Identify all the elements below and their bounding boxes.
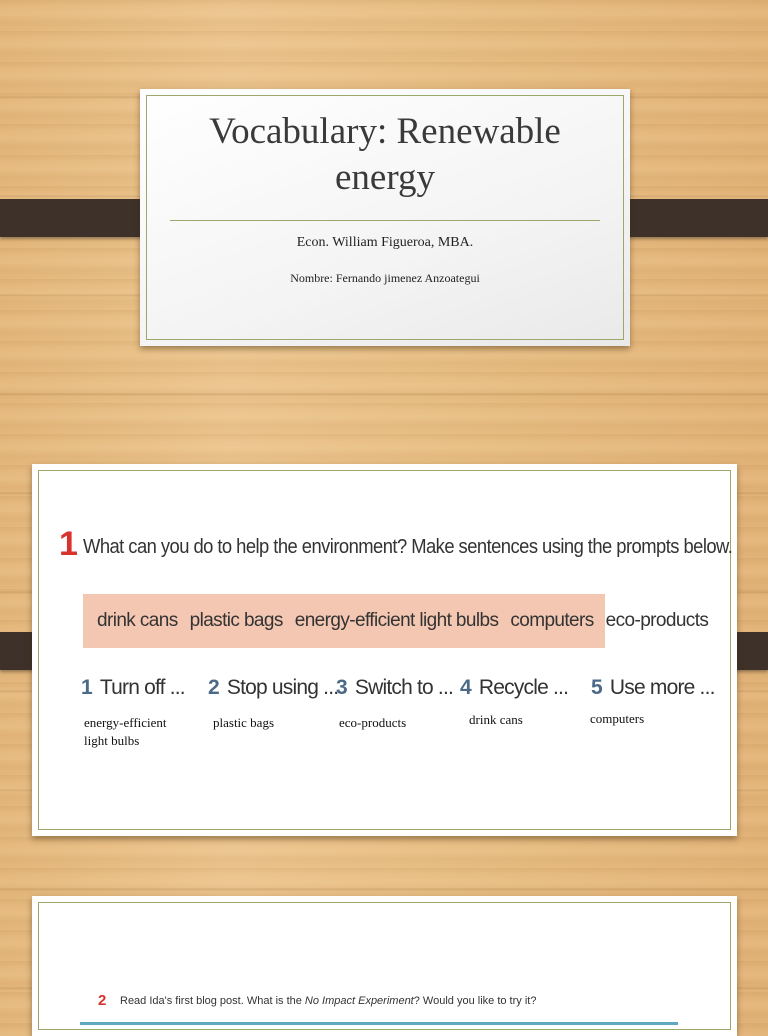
question-number: 1 <box>59 525 78 563</box>
answer-4[interactable] <box>469 711 523 729</box>
answer-3[interactable] <box>339 714 406 732</box>
prompt-number: 1 <box>81 676 92 699</box>
student-name: Nombre: Fernando jimenez Anzoategui <box>290 271 480 285</box>
exercise-panel-2 <box>80 992 678 1025</box>
prompt-text: Recycle ... <box>478 676 569 699</box>
prompt-1 <box>81 676 185 700</box>
answer-line: plastic bags <box>213 715 275 730</box>
answer-1[interactable] <box>84 714 167 750</box>
exercise-slide-2[interactable] <box>32 896 737 1036</box>
word-bank-item: plastic bags <box>189 610 283 631</box>
answer-line: eco-products <box>339 715 407 730</box>
exercise-panel <box>55 500 733 762</box>
exercise-slide-1[interactable] <box>32 464 737 836</box>
question-text: What can you do to help the environment? Make sentences using the prompts below. <box>83 536 733 558</box>
prompt-text: Switch to ... <box>354 676 454 699</box>
prompt-4 <box>460 676 568 700</box>
author-name: Econ. William Figueroa, MBA. <box>296 235 474 250</box>
slide1-left-tab <box>0 199 156 237</box>
answer-line: energy-efficient <box>84 715 167 730</box>
answer-line: drink cans <box>469 712 523 727</box>
prompt-3 <box>336 676 453 700</box>
prompt-number: 4 <box>460 676 471 699</box>
prompt-number: 3 <box>336 676 347 699</box>
slide-title <box>160 109 610 201</box>
answer-5[interactable] <box>590 710 644 728</box>
word-bank-item: eco-products <box>605 610 709 631</box>
title-slide[interactable] <box>140 89 630 346</box>
question-text <box>120 995 536 1007</box>
question-text-end: ? Would you like to try it? <box>413 995 537 1007</box>
question-text-start: Read Ida's first blog post. What is the <box>120 995 305 1007</box>
slide1-right-tab <box>613 199 768 237</box>
prompt-number: 2 <box>208 676 219 699</box>
slide-title-line2: energy <box>335 157 435 198</box>
word-bank-item: computers <box>510 610 594 631</box>
word-bank-item: energy-efficient light bulbs <box>294 610 499 631</box>
answer-2[interactable] <box>213 714 274 732</box>
title-divider <box>170 220 600 221</box>
question-number: 2 <box>98 992 107 1009</box>
answer-line: computers <box>590 711 645 726</box>
word-bank <box>83 594 709 648</box>
prompt-text: Use more ... <box>609 676 715 699</box>
slide-title-line1: Vocabulary: Renewable <box>209 111 561 152</box>
word-bank-item: drink cans <box>97 610 178 631</box>
prompt-text: Turn off ... <box>99 676 185 699</box>
prompt-number: 5 <box>591 676 602 699</box>
answer-line: light bulbs <box>84 733 140 748</box>
prompt-5 <box>591 676 715 700</box>
prompt-text: Stop using ... <box>226 676 339 699</box>
prompt-2 <box>208 676 338 700</box>
question-text-italic: No Impact Experiment <box>304 995 414 1007</box>
